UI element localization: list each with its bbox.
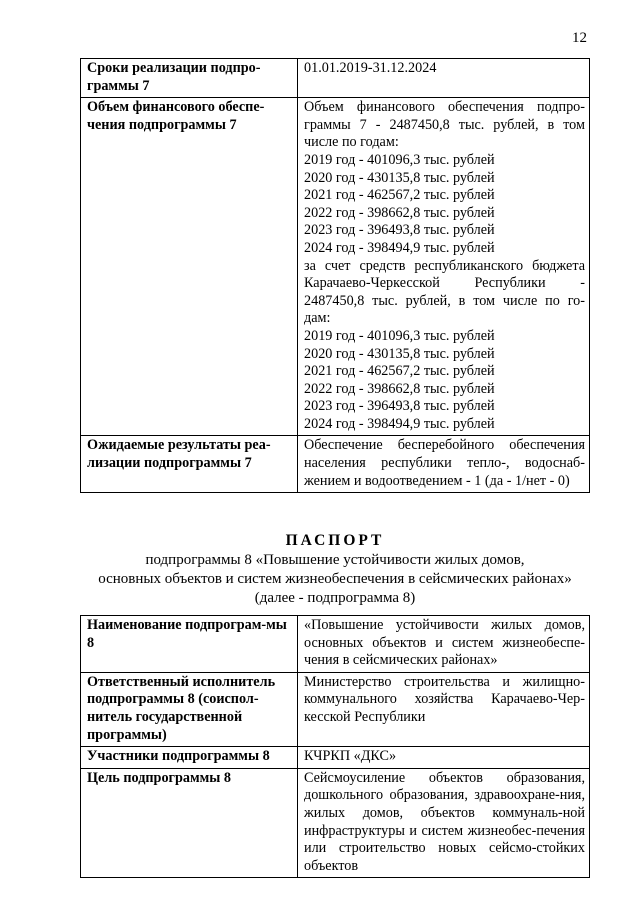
passport-subtitle-line: подпрограммы 8 «Повышение устойчивости жилых домов, [145,552,525,568]
funding-budget-line: 2487450,8 тыс. рублей, в том числе по го- [304,292,585,309]
row-value-results: Обеспечение бесперебойного обеспечения населения республики тепло-, водоснаб-жением и водоотведением - 1 (да - 1/нет - 0) [298,436,590,493]
row-label-funding: Объем финансового обеспе-чения подпрограммы 7 [81,98,298,436]
passport-heading [80,531,590,608]
row-value-goal: Сейсмоусиление объектов образования, дошкольного образования, здравоохране-ния, жилых домов, объектов коммуналь-ной инфраструктуры и систем жизнеобес-печения или строительство новых сейсмо-стойких объектов [298,768,590,878]
table-row [81,59,590,98]
passport-subtitle-line: (далее - подпрограмма 8) [254,590,416,606]
subprogram-7-table [80,58,590,493]
funding-year-line: 2023 год - 396493,8 тыс. рублей [304,222,495,239]
funding-year-line: 2021 год - 462567,2 тыс. рублей [304,187,495,204]
row-label-executor: Ответственный исполнитель подпрограммы 8 (соиспол-нитель государственной программы) [81,672,298,746]
funding-intro-line: Объем финансового обеспечения подпро- [304,99,585,116]
funding-intro-line: числе по годам: [304,134,399,151]
row-label-terms: Сроки реализации подпро-граммы 7 [81,59,298,98]
row-label-results: Ожидаемые результаты реа-лизации подпрограммы 7 [81,436,298,493]
table-row [81,98,590,436]
row-value-funding [298,98,590,436]
row-label-participants: Участники подпрограммы 8 [81,747,298,769]
passport-title: ПАСПОРТ [285,532,385,549]
funding-year-line: 2021 год - 462567,2 тыс. рублей [304,363,495,380]
row-value-participants: КЧРКП «ДКС» [298,747,590,769]
subprogram-8-table [80,615,590,878]
row-label-name: Наименование подпрограм-мы 8 [81,616,298,673]
table-row [81,616,590,673]
table-row [81,672,590,746]
passport-subtitle-line: основных объектов и систем жизнеобеспечения в сейсмических районах» [98,571,572,587]
row-label-goal: Цель подпрограммы 8 [81,768,298,878]
row-value-name: «Повышение устойчивости жилых домов, основных объектов и систем жизнеобеспе-чения в сейсмических районах» [298,616,590,673]
funding-year-line: 2020 год - 430135,8 тыс. рублей [304,345,495,362]
funding-budget-line: Карачаево-Черкесской Республики - [304,275,585,292]
funding-year-line: 2024 год - 398494,9 тыс. рублей [304,239,495,256]
funding-year-line: 2022 год - 398662,8 тыс. рублей [304,380,495,397]
funding-year-line: 2020 год - 430135,8 тыс. рублей [304,169,495,186]
row-value-executor: Министерство строительства и жилищно-коммунального хозяйства Карачаево-Чер-кесской Республики [298,672,590,746]
table-row [81,436,590,493]
funding-year-line: 2019 год - 401096,3 тыс. рублей [304,327,495,344]
funding-year-line: 2024 год - 398494,9 тыс. рублей [304,415,495,432]
funding-year-line: 2022 год - 398662,8 тыс. рублей [304,204,495,221]
funding-year-line: 2023 год - 396493,8 тыс. рублей [304,398,495,415]
funding-budget-line: дам: [304,310,331,327]
funding-budget-line: за счет средств республиканского бюджета [304,257,585,274]
funding-intro-line: граммы 7 - 2487450,8 тыс. рублей, в том [304,116,585,133]
table-row [81,768,590,878]
table-row [81,747,590,769]
funding-year-line: 2019 год - 401096,3 тыс. рублей [304,151,495,168]
page-number: 12 [572,30,587,46]
row-value-terms: 01.01.2019-31.12.2024 [298,59,590,98]
